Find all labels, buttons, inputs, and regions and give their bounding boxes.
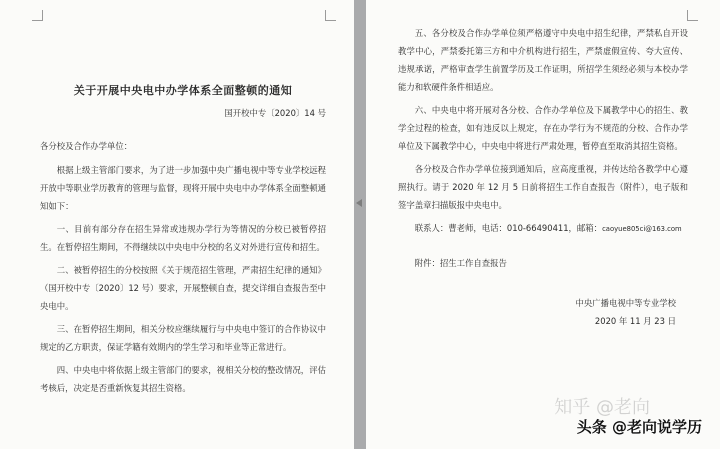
scroll-arrow-icon[interactable] [356, 198, 362, 208]
paragraph: 六、中央电中将开展对各分校、合作办学单位及下属教学中心的招生、教学全过程的检查，如有违反以上规定，存在办学行为不规范的分校、合作办学单位及下属教学中心，中央电中将进行严肃处理，暂停直至取消其招生资格。 [398, 105, 688, 151]
watermark: 头条 @老向说学历 [576, 418, 702, 436]
paragraph: 三、在暂停招生期间，相关分校应继续履行与中央电中签订的合作协议中规定的乙方职责，保证学籍有效期内的学生学习和毕业等正常进行。 [40, 324, 326, 352]
page-corner-mark [325, 10, 336, 21]
page-corner-mark [687, 10, 698, 21]
watermark-ghost: 知乎 @老向 [554, 397, 650, 418]
salutation: 各分校及合作办学单位： [40, 141, 133, 151]
paragraph: 二、被暂停招生的分校按照《关于规范招生管理，严肃招生纪律的通知》（国开校中专〔2020〕12 号）要求，开展整顿自查，提交详细自查报告至中央电中。 [40, 265, 326, 311]
attachment-line: 附件：招生工作自查报告 [414, 258, 507, 268]
paragraph: 五、各分校及合作办学单位须严格遵守中央电中招生纪律，严禁私自开设教学中心，严禁委托第三方和中介机构进行招生，严禁虚假宣传、夸大宣传、违规承诺，严格审查学生前置学历及工作证明，所招学生须经必须与本校办学能力和软硬件条件相适应。 [398, 28, 688, 92]
signature-date: 2020 年 11 月 23 日 [594, 316, 676, 326]
page-corner-mark [32, 10, 43, 21]
paragraph: 根据上级主管部门要求，为了进一步加强中央广播电视中等专业学校远程开放中等职业学历教育的管理与监督，现将开展中央电中办学体系全面整顿通知如下： [40, 165, 326, 211]
contact-text: 联系人：曹老师，电话：010-66490411，邮箱： [414, 223, 603, 233]
document-title: 关于开展中央电中办学体系全面整顿的通知 [73, 84, 293, 97]
signature-organization: 中央广播电视中等专业学校 [575, 298, 676, 308]
paragraph: 四、中央电中将依据上级主管部门的要求，视相关分校的整改情况，评估考核后，决定是否重新恢复其招生资格。 [40, 365, 326, 393]
document-page-right [366, 0, 720, 449]
document-number: 国开校中专〔2020〕14 号 [224, 108, 326, 118]
contact-line [398, 219, 688, 238]
paragraph: 各分校及合作办学单位接到通知后，应高度重视，并传达给各教学中心遵照执行。请于 2020 年 12 月 5 日前将招生工作自查报告（附件），电子版和签字盖章扫描版报中央电中。 [398, 164, 688, 210]
contact-email: caoyue805ci@163.com [602, 225, 682, 233]
paragraph: 一、目前有部分存在招生异常或违规办学行为等情况的分校已被暂停招生。在暂停招生期间，不得继续以中央电中分校的名义对外进行宣传和招生。 [40, 224, 326, 252]
document-page-left [0, 0, 354, 449]
